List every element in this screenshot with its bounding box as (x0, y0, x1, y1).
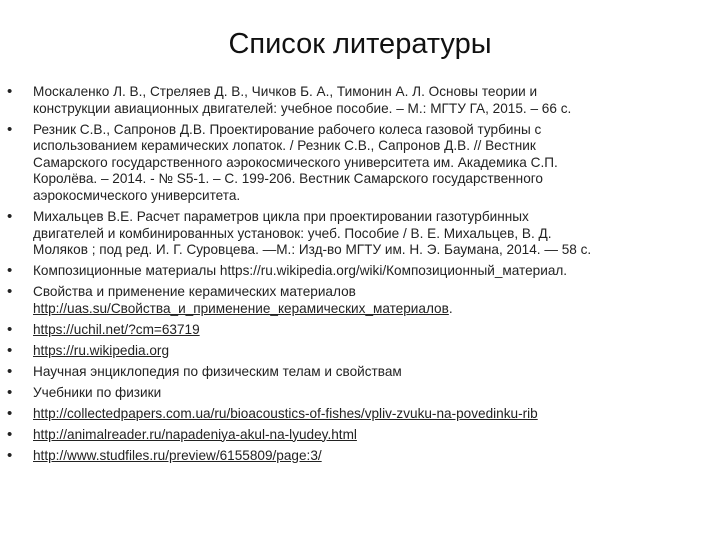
reference-link[interactable]: http://collectedpapers.com.ua/ru/bioacoustics-of-fishes/vpliv-zvuku-na-povedinku-rib (33, 405, 538, 421)
reference-text: Москаленко Л. В., Стреляев Д. В., Чичков Б. А., Тимонин А. Л. Основы теории и (33, 84, 538, 99)
reference-item (0, 84, 720, 117)
bullet-icon: • (7, 425, 13, 443)
bullet-icon: • (7, 262, 13, 280)
reference-item (0, 364, 720, 381)
reference-text: Самарского государственного аэрокосмического университета им. Академика С.П. (33, 154, 558, 170)
reference-link[interactable]: http://www.studfiles.ru/preview/6155809/page:3/ (33, 447, 322, 463)
reference-link[interactable]: https://uchil.net/?cm=63719 (33, 321, 200, 337)
reference-list (0, 84, 720, 469)
reference-item (0, 122, 720, 205)
reference-text: Учебники по физики (33, 384, 162, 400)
reference-text: Композиционные материалы https://ru.wikipedia.org/wiki/Композиционный_материал. (33, 263, 568, 279)
bullet-icon: • (7, 341, 13, 359)
bullet-icon: • (7, 362, 13, 380)
reference-item (0, 385, 720, 402)
bullet-icon: • (7, 446, 13, 464)
bullet-icon: • (7, 83, 13, 100)
reference-text: Михальцев В.Е. Расчет параметров цикла при проектировании газотурбинных (33, 208, 529, 224)
reference-item (0, 322, 720, 339)
bullet-icon: • (7, 283, 13, 301)
reference-item (0, 427, 720, 444)
reference-item (0, 209, 720, 259)
reference-item (0, 263, 720, 280)
reference-item (0, 448, 720, 465)
reference-item (0, 406, 720, 423)
reference-text: конструкции авиационных двигателей: учебное пособие. – М.: МГТУ ГА, 2015. – 66 с. (33, 100, 572, 116)
bullet-icon: • (7, 383, 13, 401)
bullet-icon: • (7, 320, 13, 338)
reference-item (0, 284, 720, 317)
reference-text: двигателей и комбинированных установок: учеб. Пособие / В. Е. Михальцев, В. Д. (33, 225, 552, 241)
bullet-icon: • (7, 120, 13, 138)
reference-link-suffix: . (448, 300, 453, 316)
page-title: Список литературы (228, 28, 492, 60)
reference-text: Королёва. – 2014. - № S5-1. – С. 199-206. Вестник Самарского государственного (33, 171, 543, 187)
reference-text: Свойства и применение керамических материалов (33, 284, 356, 300)
reference-link[interactable]: https://ru.wikipedia.org (33, 342, 170, 358)
reference-text: использованием керамических лопаток. / Резник С.В., Сапронов Д.В. // Вестник (33, 138, 536, 154)
reference-text: Научная энциклопедия по физическим телам и свойствам (33, 363, 402, 379)
reference-link[interactable]: http://animalreader.ru/napadeniya-akul-na-lyudey.html (33, 426, 357, 442)
reference-text: Моляков ; под ред. И. Г. Суровцева. —М.: Изд-во МГТУ им. Н. Э. Баумана, 2014. — 58 с. (33, 242, 592, 258)
bullet-icon: • (7, 404, 13, 422)
reference-link-line (33, 301, 690, 318)
reference-text: Резник С.В., Сапронов Д.В. Проектирование рабочего колеса газовой турбины с (33, 121, 542, 137)
reference-item (0, 343, 720, 360)
reference-text: аэрокосмического университета. (33, 187, 241, 203)
reference-link[interactable]: http://uas.su/Свойства_и_применение_керамических_материалов (33, 300, 449, 316)
bullet-icon: • (7, 207, 13, 225)
